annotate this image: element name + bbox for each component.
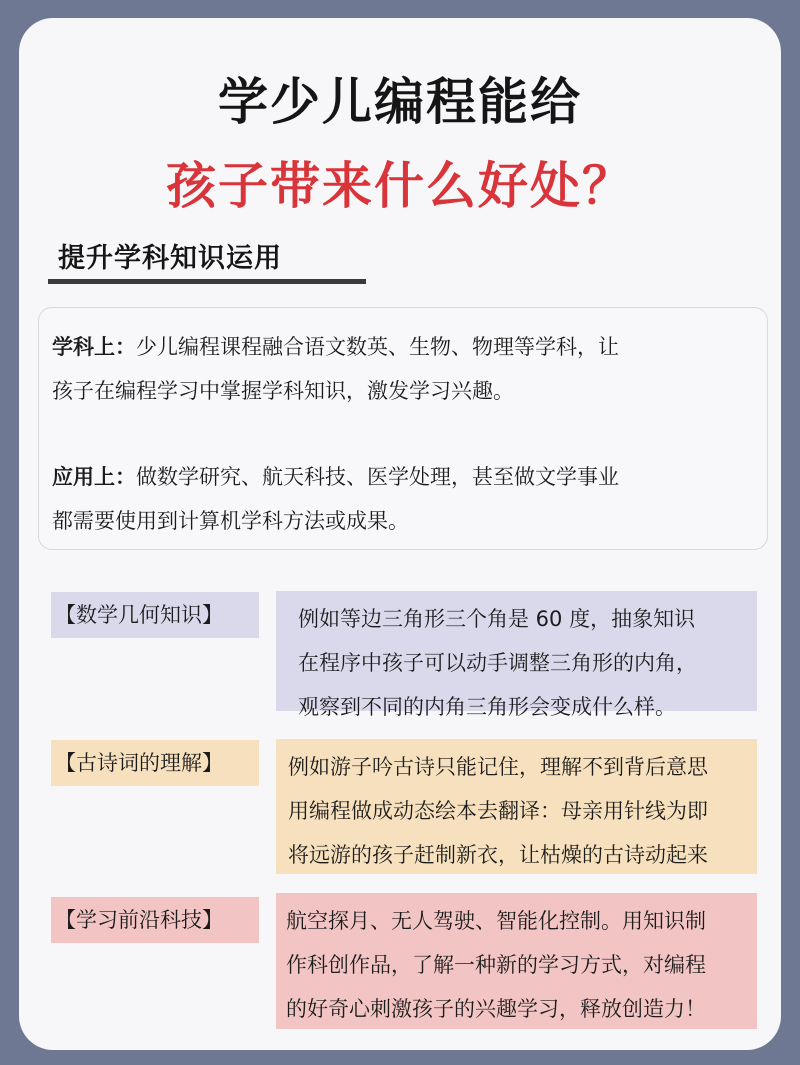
item-tag-tech: 【学习前沿科技】 (51, 897, 259, 943)
item-detail-tech (276, 893, 757, 1029)
intro-label-subject: 学科上： (52, 335, 136, 359)
item-detail-geometry (276, 591, 757, 719)
intro-text-application-line1: 做数学研究、航天科技、医学处理，甚至做文学事业 (136, 465, 619, 489)
intro-text-subject-line2: 孩子在编程学习中掌握学科知识，激发学习兴趣。 (52, 379, 514, 403)
item-detail-line: 作科创作品，了解一种新的学习方式，对编程 (286, 953, 706, 977)
item-detail-line: 例如等边三角形三个角是 60 度，抽象知识 (298, 607, 696, 631)
intro-paragraph-subject (52, 325, 752, 413)
item-detail-line: 将远游的孩子赶制新衣，让枯燥的古诗动起来 (288, 843, 708, 867)
item-detail-line: 用编程做成动态绘本去翻译：母亲用针线为即 (288, 799, 708, 823)
item-detail-line: 在程序中孩子可以动手调整三角形的内角， (298, 651, 697, 675)
intro-text-application-line2: 都需要使用到计算机学科方法或成果。 (52, 509, 409, 533)
section-underline (48, 279, 366, 284)
item-tag-geometry: 【数学几何知识】 (51, 592, 259, 638)
intro-label-application: 应用上： (52, 465, 136, 489)
intro-paragraph-application (52, 455, 752, 543)
item-detail-line: 观察到不同的内角三角形会变成什么样。 (298, 695, 676, 719)
item-detail-line: 例如游子吟古诗只能记住，理解不到背后意思 (288, 755, 708, 779)
page-title-line1: 学少儿编程能给 (218, 73, 582, 131)
intro-text-subject-line1: 少儿编程课程融合语文数英、生物、物理等学科，让 (136, 335, 619, 359)
page-title-line2: 孩子带来什么好处？ (166, 157, 634, 215)
item-tag-poetry: 【古诗词的理解】 (51, 740, 259, 786)
item-detail-line: 的好奇心刺激孩子的兴趣学习，释放创造力！ (286, 997, 706, 1021)
section-heading: 提升学科知识运用 (58, 243, 282, 274)
item-detail-poetry (276, 739, 757, 874)
item-detail-line: 航空探月、无人驾驶、智能化控制。用知识制 (286, 909, 706, 933)
